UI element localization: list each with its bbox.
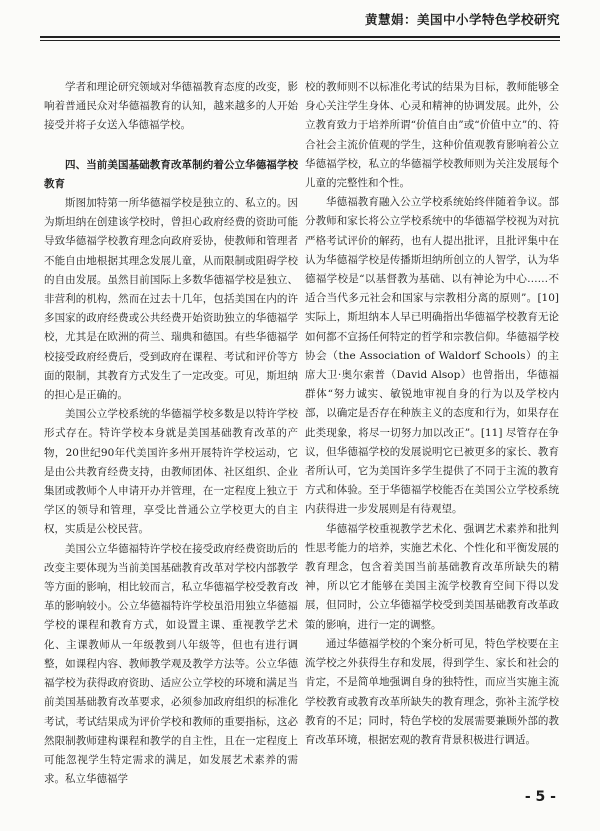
paragraph-controversy: 华德福教育融入公立学校系统始终伴随着争议。部分教师和家长将公立学校系统中的华德福学校视为对抗严格考试评价的解药，也有人提出批评，且批评集中在认为华德福学校是传播斯坦纳所创立的人智学，认为华德福学校是“以基督教为基础、以有神论为中心……不适合当代多元社会和国家与宗教相分离的原则”。[10] 实际上，斯坦纳本人早已明确指出华德福学校教育无论如何都不宣扬任何特定的哲学和宗教信仰。华德福学校协会（the Association of Waldorf Schools）的主席大卫·奥尔索普（David Alsop）也曾指出，华德福群体“努力诚实、敏锐地审视自身的行为以及学校内部，以确定是否存在种族主义的态度和行为，如果存在此类现象，将尽一切努力加以改正”。[11] 尽管存在争议，但华德福学校的发展说明它已被更多的家长、教育者所认可，它为美国许多学生提供了不同于主流的教育方式和体验。至于华德福学校能否在美国公立学校系统内获得进一步发展则是有待观望。	[305, 196, 559, 516]
section-heading: 四、当前美国基础教育改革制约着公立华德福学校教育	[44, 158, 298, 190]
running-header: 黄慧娟：美国中小学特色学校研究	[364, 12, 560, 27]
paragraph-stuttgart: 斯图加特第一所华德福学校是独立的、私立的。因为斯坦纳在创建该学校时，曾担心政府经费的资助可能导致华德福学校教育理念向政府妥协，使教师和管理者不能自由地根据其理念发展儿童，从而限制或阻碍学校的自由发展。虽然目前国际上多数华德福学校是独立、非营利的机构，然而在过去十几年，包括美国在内的许多国家的政府经费或公共经费开始资助独立的华德福学校，尤其是在欧洲的荷兰、瑞典和德国。有些华德福学校接受政府经费后，受到政府在课程、考试和评价等方面的限制，其教育方式发生了一定改变。可见，斯坦纳的担心是正确的。	[44, 197, 298, 402]
paragraph-arts-emphasis: 华德福学校重视教学艺术化、强调艺术素养和批判性思考能力的培养，实施艺术化、个性化和平衡发展的教育理念，包含着美国当前基础教育改革所缺失的精神，所以它才能够在美国主流学校教育空间下得以发展，但同时，公立华德福学校受到美国基础教育改革政策的影响，进行一定的调整。	[305, 522, 559, 631]
paragraph-charter-schools: 美国公立学校系统的华德福学校多数是以特许学校形式存在。特许学校本身就是美国基础教育改革的产物，20世纪90年代美国许多州开展特许学校运动，它是由公共教育经费支持，由教师团体、社区组织、企业集团或教师个人申请开办并管理，在一定程度上独立于学区的领导和管理，享受比普通公立学校更大的自主权，实质是公校民营。	[44, 408, 298, 536]
paragraph-continuation: 校的教师则不以标准化考试的结果为目标，教师能够全身心关注学生身体、心灵和精神的协调发展。此外，公立教育致力于培养所谓“价值自由”或“价值中立”的、符合社会主流价值观的学生，这种价值观教育影响着公立华德福学校，私立的华德福学校教师则为关注发展每个儿童的完整性和个性。	[305, 81, 559, 190]
header-rule-thick	[40, 36, 560, 38]
page-number: - 5 -	[524, 789, 556, 805]
left-column	[44, 78, 298, 789]
paragraph-public-charter-changes: 美国公立华德福特许学校在接受政府经费资助后的改变主要体现为当前美国基础教育改革对学校内部教学等方面的影响，相比较而言，私立华德福学校受教育改革的影响较小。公立华德福特许学校虽沿用独立华德福学校的课程和教育方式，如设置主课、重视教学艺术化、主课教师从一年级教到八年级等，但也有进行调整，如课程内容、教师教学观及教学方法等。公立华德福学校为获得政府资助、适应公立学校的环境和满足当前美国基础教育改革要求，必须参加政府组织的标准化考试，考试结果成为评价学校和教师的重要指标，这必然限制教师建构课程和教学的自主性，且在一定程度上可能忽视学生特定需求的满足，如发展艺术素养的需求。私立华德福学	[44, 542, 298, 786]
intro-paragraph: 学者和理论研究领域对华德福教育态度的改变，影响着普通民众对华德福教育的认知，越来越多的人开始接受并将子女送入华德福学校。	[44, 81, 298, 132]
paragraph-conclusion: 通过华德福学校的个案分析可见，特色学校要在主流学校之外获得生存和发展，得到学生、家长和社会的肯定，不是简单地强调自身的独特性，而应当实施主流学校教育或教育改革所缺失的教育理念，弥补主流学校教育的不足；同时，特色学校的发展需要兼顾外部的教育改革环境，根据宏观的教育背景积极进行调适。	[305, 637, 559, 746]
right-column	[305, 78, 559, 750]
header-rule-thin	[40, 40, 560, 41]
